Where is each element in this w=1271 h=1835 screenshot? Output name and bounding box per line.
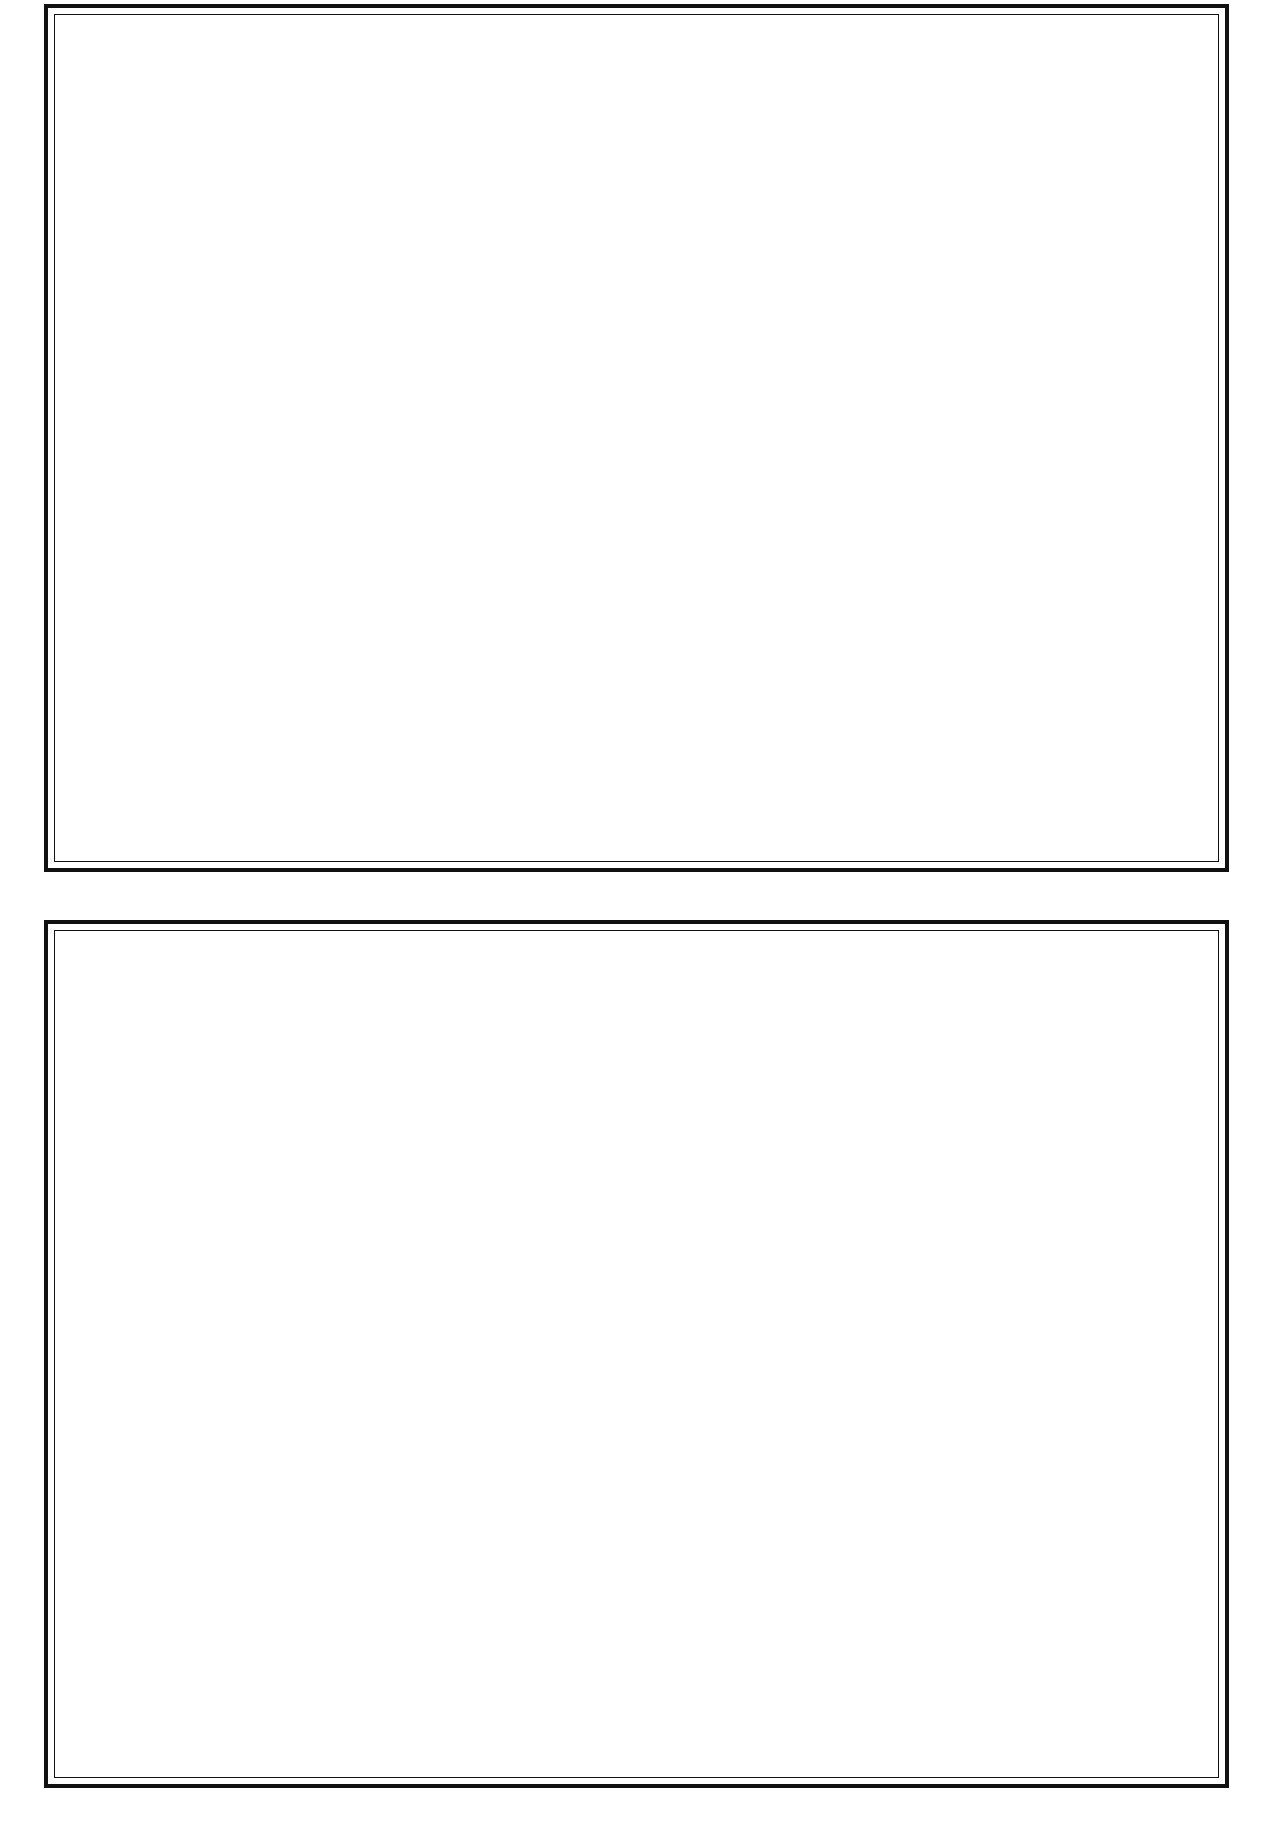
upper-page-frame [54, 14, 1219, 862]
upper-page-panel [44, 4, 1229, 872]
lower-text-columns [55, 931, 1218, 1777]
lower-page-panel [44, 920, 1229, 1788]
upper-text-columns [55, 15, 1218, 861]
lower-page-frame [54, 930, 1219, 1778]
